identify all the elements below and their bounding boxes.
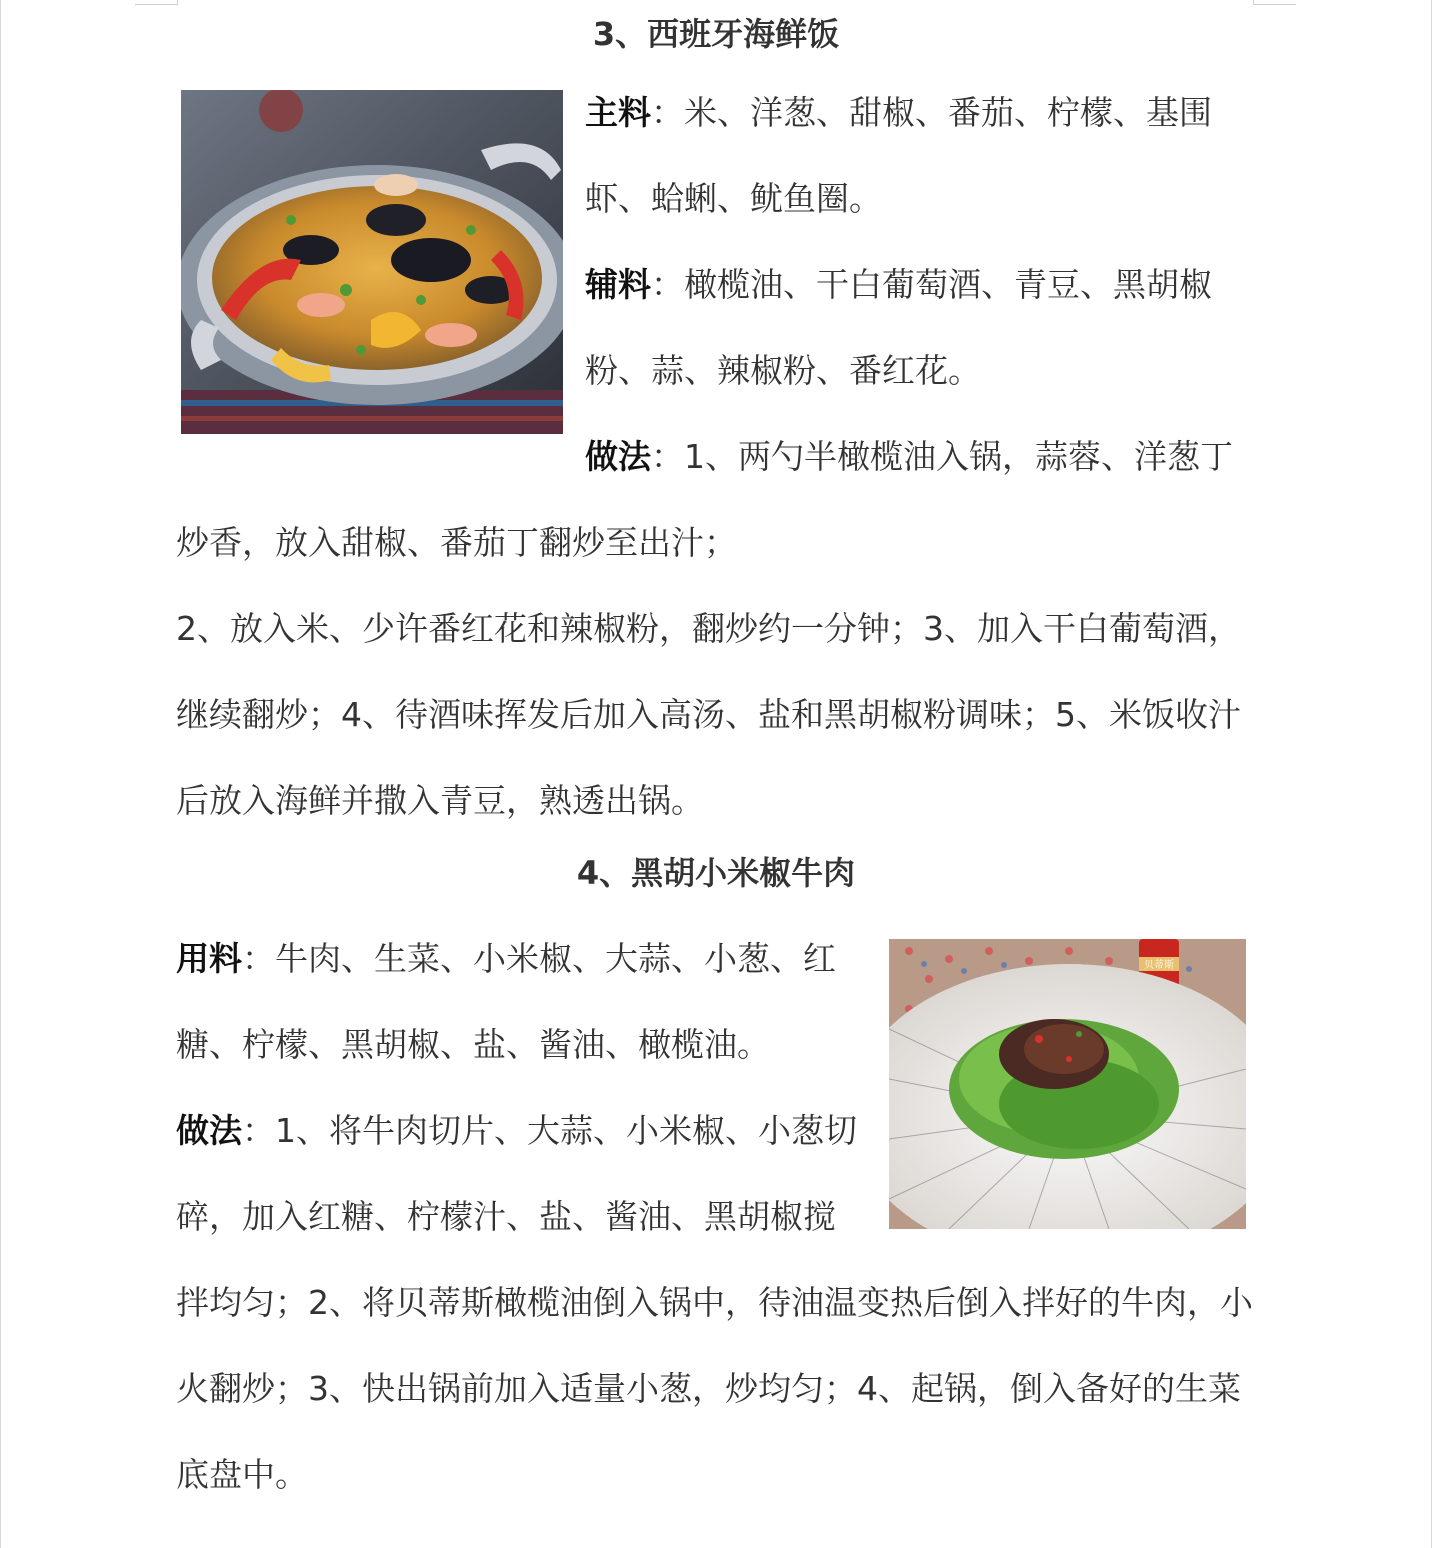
can-label: 贝蒂斯 <box>1144 960 1174 971</box>
section3-block <box>176 70 1256 844</box>
section3-method <box>176 414 1256 586</box>
beef-illustration <box>889 939 1246 1229</box>
beef-method-text: ：1、将牛肉切片、大蒜、小米椒、小葱切碎，加入红糖、柠檬汁、盐、酱油、黑胡椒搅拌均匀；2、将贝蒂斯橄榄油倒入锅中，待油温变热后倒入拌好的牛肉，小火翻炒；3、快出锅前加入适量小葱，炒均匀；4、起锅，倒入备好的生菜底盘中。 <box>176 1111 1253 1494</box>
method-text: ：1、两勺半橄榄油入锅，蒜蓉、洋葱丁炒香，放入甜椒、番茄丁翻炒至出汁； <box>176 437 1233 562</box>
beef-method-label: 做法 <box>176 1111 242 1150</box>
ingredients-text: ：牛肉、生菜、小米椒、大蒜、小葱、红糖、柠檬、黑胡椒、盐、酱油、橄榄油。 <box>176 939 836 1064</box>
aux-ingredients-label: 辅料 <box>585 265 651 304</box>
section4-block <box>176 916 1256 1518</box>
crop-mark-left <box>135 0 178 5</box>
paella-image <box>181 90 563 434</box>
section4-title: 4、黑胡小米椒牛肉 <box>576 854 856 892</box>
aux-ingredients-text: ：橄榄油、干白葡萄酒、青豆、黑胡椒粉、蒜、辣椒粉、番红花。 <box>585 265 1212 390</box>
ingredients-label: 用料 <box>176 939 242 978</box>
method-label: 做法 <box>585 437 651 476</box>
section3-title: 3、西班牙海鲜饭 <box>592 15 840 53</box>
paella-illustration <box>181 90 563 434</box>
main-ingredients-text: ：米、洋葱、甜椒、番茄、柠檬、基围虾、蛤蜊、鱿鱼圈。 <box>585 93 1212 218</box>
crop-mark-right <box>1253 0 1296 5</box>
beef-image <box>889 939 1246 1229</box>
main-ingredients-label: 主料 <box>585 93 651 132</box>
document-body <box>176 0 1256 1518</box>
section3-method-continued: 2、放入米、少许番红花和辣椒粉，翻炒约一分钟；3、加入干白葡萄酒，继续翻炒；4、待酒味挥发后加入高汤、盐和黑胡椒粉调味；5、米饭收汁后放入海鲜并撒入青豆，熟透出锅。 <box>176 609 1241 820</box>
page-left-edge <box>0 0 1 1548</box>
